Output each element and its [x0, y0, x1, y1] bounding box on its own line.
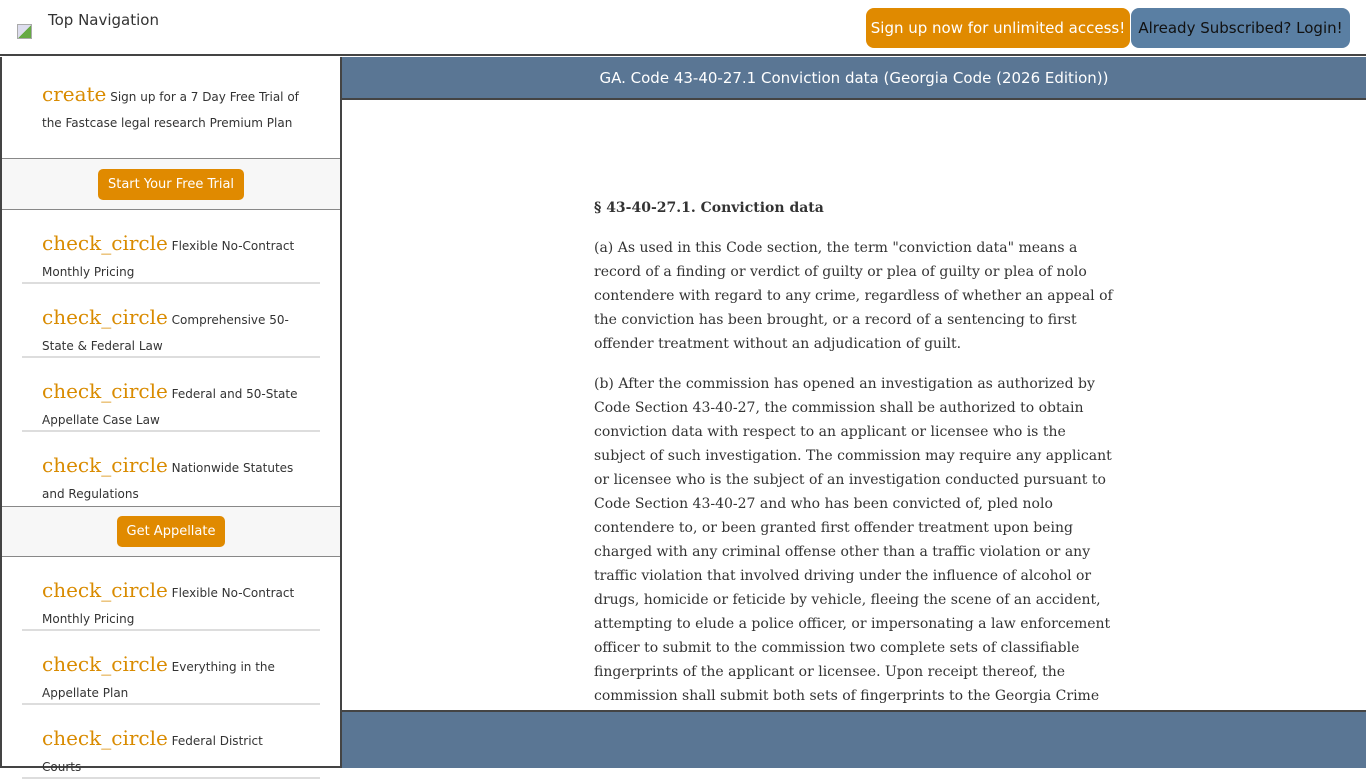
premium-features [2, 210, 340, 506]
check-circle-icon: check_circle [42, 379, 168, 403]
feature-item [22, 358, 320, 432]
feature-text: Flexible No-Contract Monthly Pricing [42, 586, 295, 626]
logo-broken-image-icon [17, 24, 32, 39]
login-button[interactable]: Already Subscribed? Login! [1131, 8, 1350, 48]
feature-text: Nationwide Statutes and Regulations [42, 461, 294, 501]
document-content[interactable] [342, 100, 1366, 710]
feature-text: Flexible No-Contract Monthly Pricing [42, 239, 295, 279]
create-icon: create [42, 82, 107, 106]
appellate-features [2, 557, 340, 779]
feature-item [22, 557, 320, 631]
feature-text: Federal District Courts [42, 734, 263, 774]
feature-item [22, 705, 320, 779]
check-circle-icon: check_circle [42, 578, 168, 602]
check-circle-icon: check_circle [42, 305, 168, 329]
document-title-bar: GA. Code 43-40-27.1 Conviction data (Georgia Code (2026 Edition)) [342, 57, 1366, 100]
top-navigation [0, 0, 1366, 56]
feature-text: Federal and 50-State Appellate Case Law [42, 387, 298, 427]
trial-intro [2, 57, 340, 159]
feature-text: Comprehensive 50-State & Federal Law [42, 313, 289, 353]
feature-item [22, 284, 320, 358]
signup-button[interactable]: Sign up now for unlimited access! [866, 8, 1130, 48]
check-circle-icon: check_circle [42, 231, 168, 255]
nav-title: Top Navigation [48, 11, 159, 29]
check-circle-icon: check_circle [42, 652, 168, 676]
check-circle-icon: check_circle [42, 453, 168, 477]
paragraph-b: (b) After the commission has opened an investigation as authorized by Code Section 43-40-27, the commission shall be authorized to obtain conviction data with respect to an applicant or licensee who is the subject of such investigation. The commission may require any applicant or licensee who is the subject of an investigation conducted pursuant to Code Section 43-40-27 and who has been convicted of, pled nolo contendere to, or been granted first offender treatment upon being charged with any criminal offense other than a traffic violation or any traffic violation that involved driving under the influence of alcohol or drugs, homicide or feticide by vehicle, fleeing the scene of an accident, attempting to elude a police officer, or impersonating a law enforcement officer to submit to the commission two complete sets of classifiable fingerprints of the applicant or licensee. Upon receipt thereof, the commission shall submit both sets of fingerprints to the Georgia Crime [594, 376, 1112, 704]
check-circle-icon: check_circle [42, 726, 168, 750]
section-heading: § 43-40-27.1. Conviction data [594, 200, 824, 216]
footer-bar [342, 710, 1366, 768]
start-free-trial-button[interactable]: Start Your Free Trial [98, 169, 244, 200]
feature-item [22, 210, 320, 284]
paragraph-a: (a) As used in this Code section, the term "conviction data" means a record of a finding or verdict of guilty or plea of guilty or plea of nolo contendere with regard to any crime, regardless of whether an appeal of the conviction has been brought, or a record of a sentencing to first offender treatment without an adjudication of guilt. [594, 240, 1113, 352]
sidebar [0, 57, 342, 774]
feature-text: Everything in the Appellate Plan [42, 660, 275, 700]
get-appellate-button[interactable]: Get Appellate [117, 516, 226, 547]
intro-text: Sign up for a 7 Day Free Trial of the Fastcase legal research Premium Plan [42, 90, 299, 130]
feature-item [22, 631, 320, 705]
feature-item [22, 432, 320, 506]
